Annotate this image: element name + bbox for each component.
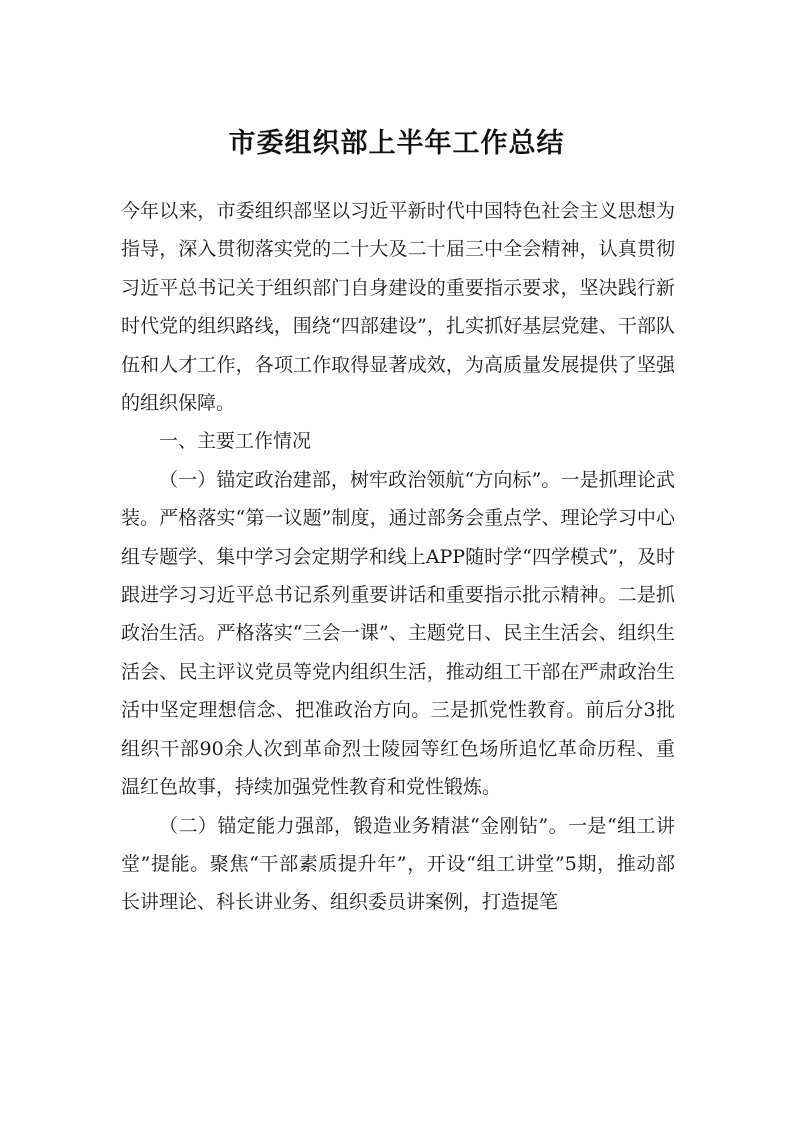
- paragraph-intro: 今年以来，市委组织部坚以习近平新时代中国特色社会主义思想为指导，深入贯彻落实党的二十大及二十届三中全会精神，认真贯彻习近平总书记关于组织部门自身建设的重要指示要求，坚决践行新时代党的组织路线，围绕“四部建设”，扎实抓好基层党建、干部队伍和人才工作，各项工作取得显著成效，为高质量发展提供了坚强的组织保障。: [121, 200, 675, 415]
- document-body: [121, 192, 675, 922]
- paragraph-capability: （二）锚定能力强部，锻造业务精湛“金刚钻”。一是“组工讲堂”提能。聚焦“干部素质提升年”，开设“组工讲堂”5期，推动部长讲理论、科长讲业务、组织委员讲案例，打造提笔: [121, 814, 675, 914]
- paragraph-political: （一）锚定政治建部，树牢政治领航“方向标”。一是抓理论武装。严格落实“第一议题”制度，通过部务会重点学、理论学习中心组专题学、集中学习会定期学和线上APP随时学“四学模式”，及时跟进学习习近平总书记系列重要讲话和重要指示批示精神。二是抓政治生活。严格落实“三会一课”、主题党日、民主生活会、组织生活会、民主评议党员等党内组织生活，推动组工干部在严肃政治生活中坚定理想信念、把准政治方向。三是抓党性教育。前后分3批组织干部90余人次到革命烈士陵园等红色场所追忆革命历程、重温红色故事，持续加强党性教育和党性锻炼。: [121, 468, 675, 799]
- document-title: 市委组织部上半年工作总结: [228, 128, 565, 159]
- section-heading: 一、主要工作情况: [159, 430, 312, 453]
